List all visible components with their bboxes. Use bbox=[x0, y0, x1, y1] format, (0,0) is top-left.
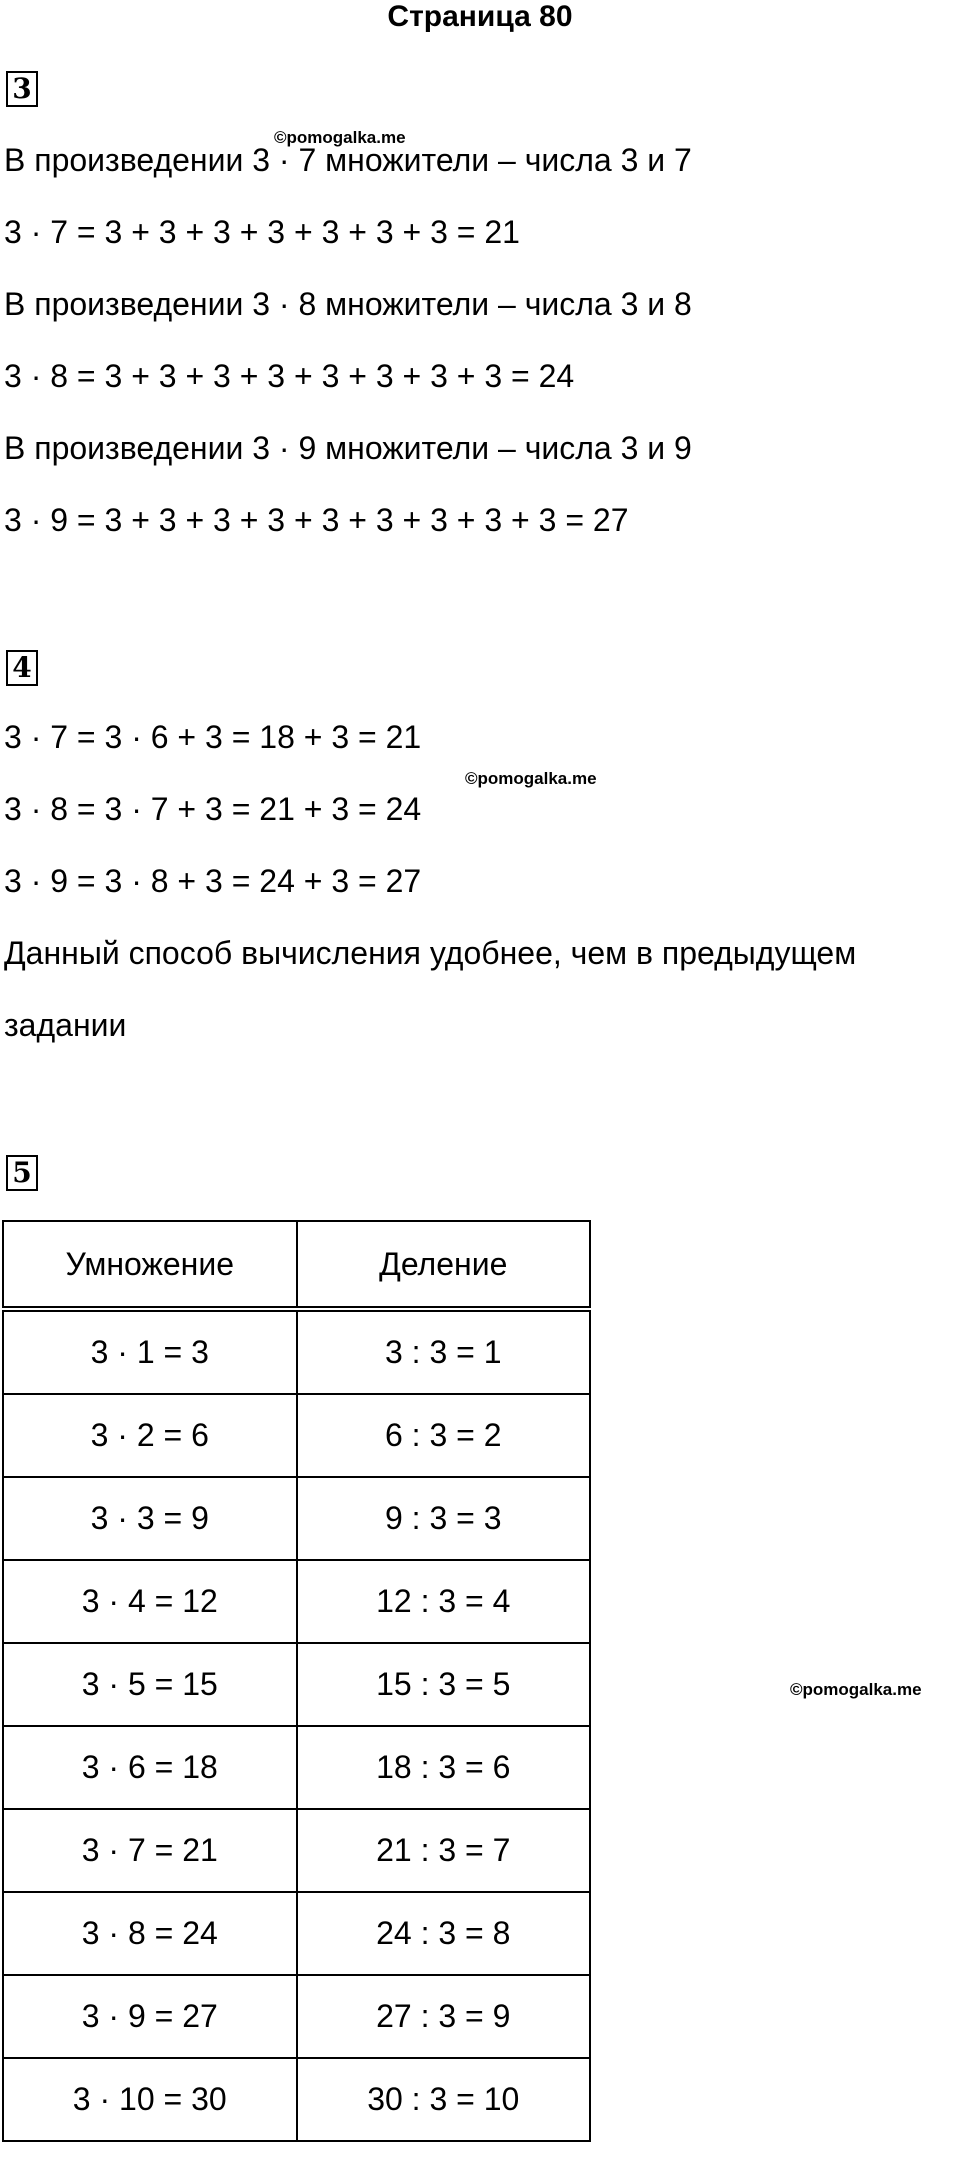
watermark: ©pomogalka.me bbox=[274, 128, 406, 147]
table-cell: 12 : 3 = 4 bbox=[297, 1560, 591, 1643]
table-header-cell: Деление bbox=[297, 1221, 591, 1309]
task-4-line: 3 · 7 = 3 · 6 + 3 = 18 + 3 = 21 bbox=[4, 719, 422, 755]
task-5-number: 5 bbox=[6, 1155, 38, 1191]
table-cell: 3 · 10 = 30 bbox=[3, 2058, 297, 2141]
table-cell: 3 · 8 = 24 bbox=[3, 1892, 297, 1975]
task-3-line: 3 · 9 = 3 + 3 + 3 + 3 + 3 + 3 + 3 + 3 + 3 = 27 bbox=[4, 502, 629, 538]
table-cell: 21 : 3 = 7 bbox=[297, 1809, 591, 1892]
watermark: ©pomogalka.me bbox=[465, 769, 597, 788]
table-row bbox=[3, 1394, 590, 1477]
table-cell: 3 · 4 = 12 bbox=[3, 1560, 297, 1643]
table-cell: 24 : 3 = 8 bbox=[297, 1892, 591, 1975]
task-3-line: В произведении 3 · 8 множители – числа 3 и 8 bbox=[4, 286, 692, 322]
task-4-line: задании bbox=[4, 1007, 127, 1043]
table-cell: 30 : 3 = 10 bbox=[297, 2058, 591, 2141]
task-3-line: В произведении 3 · 9 множители – числа 3 и 9 bbox=[4, 430, 692, 466]
table-cell: 27 : 3 = 9 bbox=[297, 1975, 591, 2058]
table-cell: 18 : 3 = 6 bbox=[297, 1726, 591, 1809]
table-cell: 9 : 3 = 3 bbox=[297, 1477, 591, 1560]
page-title: Страница 80 bbox=[387, 0, 573, 33]
task-3-number: 3 bbox=[6, 71, 38, 107]
task-4-line: Данный способ вычисления удобнее, чем в предыдущем bbox=[4, 935, 857, 971]
watermark: ©pomogalka.me bbox=[790, 1680, 922, 1699]
table-header-cell: Умножение bbox=[3, 1221, 297, 1309]
table-row bbox=[3, 1975, 590, 2058]
table-row bbox=[3, 2058, 590, 2141]
table-cell: 3 · 5 = 15 bbox=[3, 1643, 297, 1726]
table-row bbox=[3, 1726, 590, 1809]
table-row bbox=[3, 1892, 590, 1975]
table-cell: 3 · 9 = 27 bbox=[3, 1975, 297, 2058]
table-cell: 3 · 7 = 21 bbox=[3, 1809, 297, 1892]
task-3-line: 3 · 7 = 3 + 3 + 3 + 3 + 3 + 3 + 3 = 21 bbox=[4, 214, 520, 250]
table-cell: 15 : 3 = 5 bbox=[297, 1643, 591, 1726]
task-3-line: В произведении 3 · 7 множители – числа 3 и 7 bbox=[4, 142, 692, 178]
table-cell: 3 · 6 = 18 bbox=[3, 1726, 297, 1809]
table-row bbox=[3, 1309, 590, 1394]
table-cell: 3 · 2 = 6 bbox=[3, 1394, 297, 1477]
table-cell: 6 : 3 = 2 bbox=[297, 1394, 591, 1477]
table-row bbox=[3, 1643, 590, 1726]
table-cell: 3 · 1 = 3 bbox=[3, 1309, 297, 1394]
task-4-line: 3 · 8 = 3 · 7 + 3 = 21 + 3 = 24 bbox=[4, 791, 422, 827]
table-row bbox=[3, 1477, 590, 1560]
table-row bbox=[3, 1809, 590, 1892]
table-cell: 3 · 3 = 9 bbox=[3, 1477, 297, 1560]
multiplication-division-table bbox=[2, 1220, 591, 2142]
table-cell: 3 : 3 = 1 bbox=[297, 1309, 591, 1394]
task-3-line: 3 · 8 = 3 + 3 + 3 + 3 + 3 + 3 + 3 + 3 = 24 bbox=[4, 358, 575, 394]
task-4-line: 3 · 9 = 3 · 8 + 3 = 24 + 3 = 27 bbox=[4, 863, 422, 899]
task-4-number: 4 bbox=[6, 650, 38, 686]
table-row bbox=[3, 1560, 590, 1643]
table-header-row bbox=[3, 1221, 590, 1309]
